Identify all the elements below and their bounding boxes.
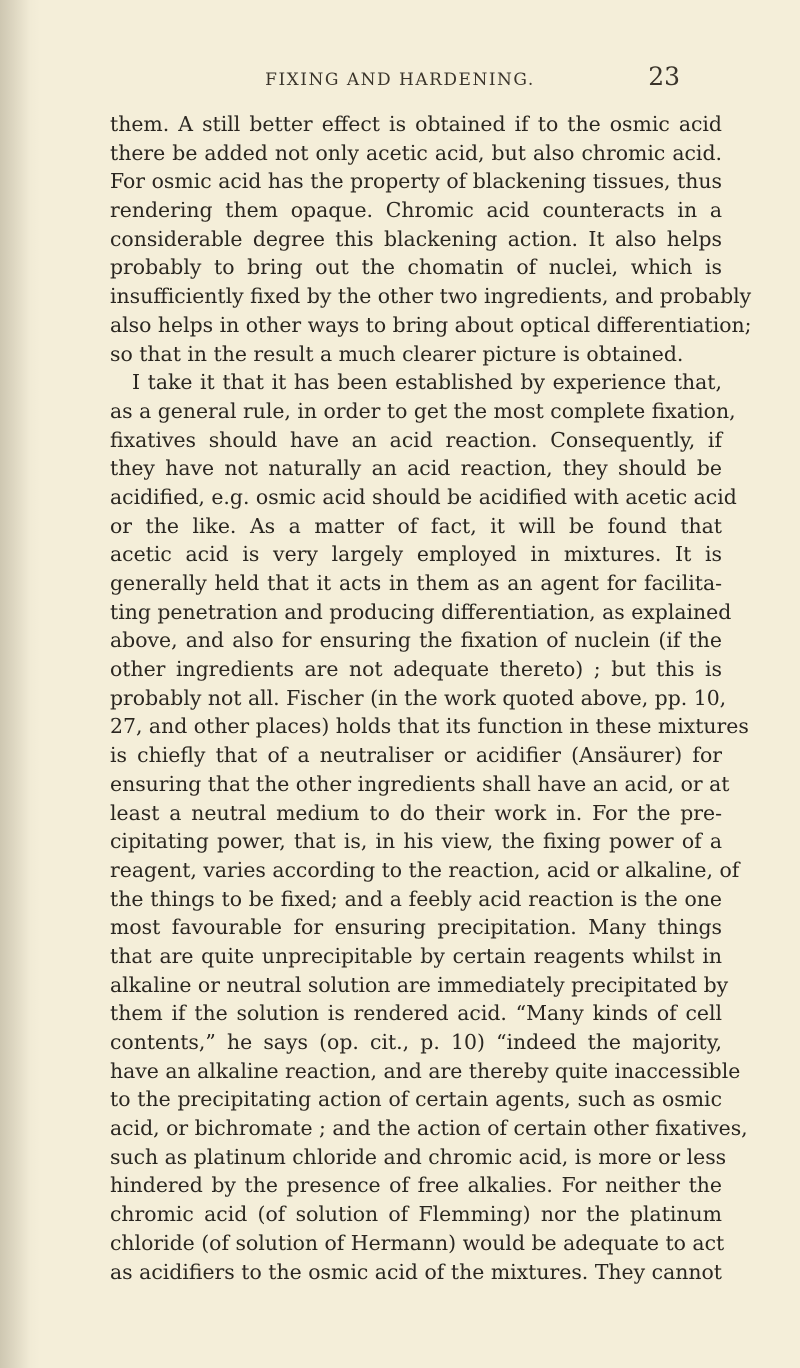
text-line: have an alkaline reaction, and are thereby quite inaccessible <box>110 1058 741 1083</box>
text-line: as a general rule, in order to get the most complete fixation, <box>110 398 736 423</box>
text-line: other ingredients are not adequate thereto) ; but this is <box>110 657 722 682</box>
text-line: such as platinum chloride and chromic acid, is more or less <box>110 1144 727 1169</box>
gutter-shadow <box>0 0 30 1368</box>
text-line: them. A still better effect is obtained if to the osmic acid <box>110 112 722 136</box>
text-line: acidified, e.g. osmic acid should be acidified with acetic acid <box>110 484 737 509</box>
text-line: probably not all. Fischer (in the work quoted above, pp. 10, <box>110 685 727 710</box>
text-line: or the like. As a matter of fact, it will be found that <box>110 513 722 538</box>
text-line: chromic acid (of solution of Flemming) nor the platinum <box>110 1202 722 1227</box>
text-line: For osmic acid has the property of blackening tissues, thus <box>110 169 722 194</box>
page-number: 23 <box>648 62 680 91</box>
text-line: to the precipitating action of certain agents, such as osmic <box>110 1087 722 1112</box>
text-line: 27, and other places) holds that its function in these mixtures <box>110 714 749 739</box>
text-line: ting penetration and producing differentiation, as explained <box>110 599 732 624</box>
text-line: alkaline or neutral solution are immediately precipitated by <box>110 972 729 997</box>
text-line: generally held that it acts in them as an agent for facilita- <box>110 571 722 595</box>
text-line: hindered by the presence of free alkalies. For neither the <box>110 1173 722 1198</box>
text-line: fixatives should have an acid reaction. Consequently, if <box>110 427 722 452</box>
text-line: considerable degree this blackening action. It also helps <box>110 226 722 251</box>
text-line: the things to be fixed; and a feebly acid reaction is the one <box>110 886 722 911</box>
text-line: insufficiently fixed by the other two ingredients, and probably <box>110 284 752 309</box>
text-line: acid, or bichromate ; and the action of certain other fixatives, <box>110 1116 748 1141</box>
text-line: is chiefly that of a neutraliser or acidifier (Ansäurer) for <box>110 743 722 768</box>
text-line: there be added not only acetic acid, but also chromic acid. <box>110 140 722 165</box>
text-line: them if the solution is rendered acid. “Many kinds of cell <box>110 1001 722 1026</box>
text-line: acetic acid is very largely employed in mixtures. It is <box>110 542 722 567</box>
body-text <box>110 110 752 1286</box>
text-line: so that in the result a much clearer picture is obtained. <box>110 341 684 366</box>
text-line: least a neutral medium to do their work in. For the pre- <box>110 800 722 825</box>
text-line: above, and also for ensuring the fixation of nuclein (if the <box>110 628 722 653</box>
text-line: probably to bring out the chomatin of nuclei, which is <box>110 255 722 280</box>
running-title: FIXING AND HARDENING. <box>265 70 535 90</box>
text-line: ensuring that the other ingredients shall have an acid, or at <box>110 771 730 796</box>
text-line: I take it that it has been established by experience that, <box>132 370 722 395</box>
text-line: also helps in other ways to bring about optical differentiation; <box>110 312 752 337</box>
text-line: as acidifiers to the osmic acid of the mixtures. They cannot <box>110 1259 722 1284</box>
running-header <box>0 62 800 102</box>
text-line: rendering them opaque. Chromic acid counteracts in a <box>110 198 722 223</box>
text-line: reagent, varies according to the reaction, acid or alkaline, of <box>110 857 740 882</box>
text-line: cipitating power, that is, in his view, the fixing power of a <box>110 829 722 854</box>
text-line: that are quite unprecipitable by certain reagents whilst in <box>110 943 722 968</box>
text-line: contents,” he says (op. cit., p. 10) “indeed the majority, <box>110 1030 722 1054</box>
text-line: most favourable for ensuring precipitation. Many things <box>110 915 722 940</box>
text-line: they have not naturally an acid reaction, they should be <box>110 456 722 481</box>
text-line: chloride (of solution of Hermann) would be adequate to act <box>110 1230 725 1255</box>
